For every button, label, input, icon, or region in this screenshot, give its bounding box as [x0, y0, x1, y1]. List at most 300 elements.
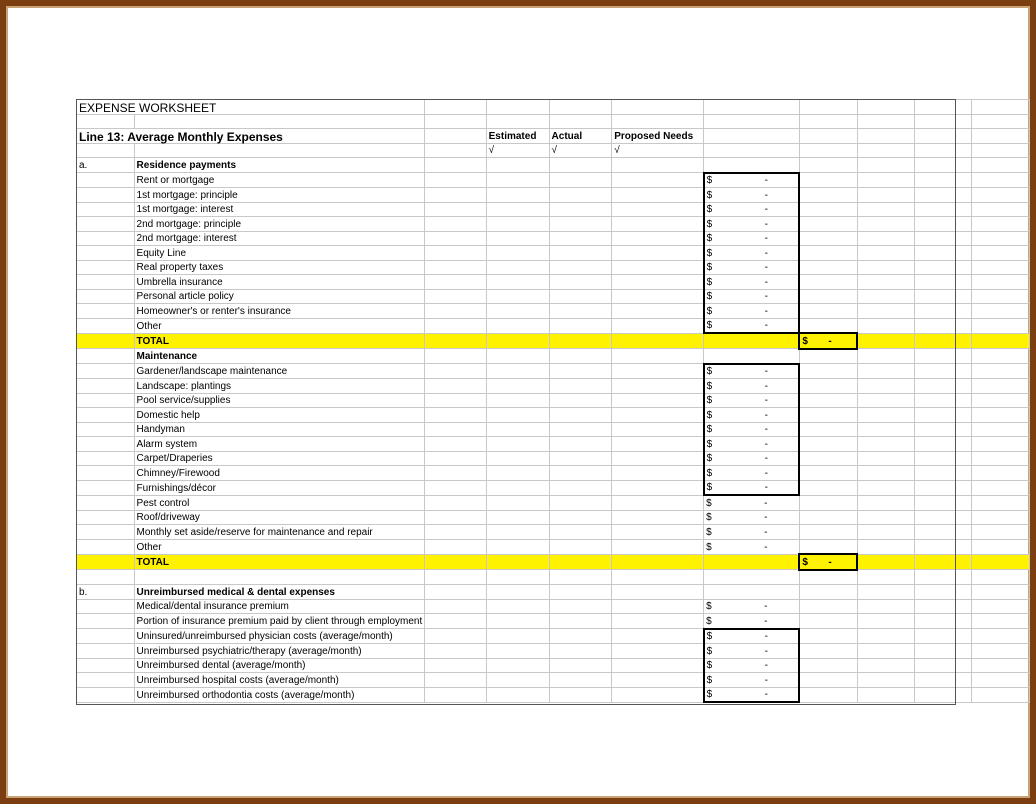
blank-row — [77, 114, 1030, 129]
expense-label-text: Rent or mortgage — [136, 175, 215, 186]
amount-value: - — [764, 366, 768, 377]
amount-cell[interactable] — [704, 318, 800, 333]
estimated-cell[interactable] — [425, 437, 486, 452]
expense-label-text: Roof/driveway — [136, 512, 200, 523]
amount-cell[interactable] — [704, 539, 800, 554]
estimated-cell[interactable] — [425, 217, 486, 232]
empty-cell — [972, 217, 1030, 232]
empty-cell — [799, 422, 857, 437]
total-row — [77, 554, 1030, 570]
empty-cell — [77, 480, 135, 495]
expense-label — [134, 379, 425, 394]
actual-cell[interactable] — [486, 379, 549, 394]
amount-cell[interactable] — [704, 173, 800, 188]
empty-cell — [799, 364, 857, 379]
proposed-cell[interactable] — [549, 408, 612, 423]
empty-cell — [915, 114, 972, 129]
empty-cell — [857, 466, 914, 481]
empty-cell — [915, 408, 972, 423]
proposed-cell[interactable] — [549, 525, 612, 540]
amount-cell[interactable] — [704, 260, 800, 275]
empty-cell — [134, 114, 425, 129]
proposed-cell[interactable] — [549, 246, 612, 261]
amount-cell[interactable] — [704, 614, 800, 629]
empty-cell — [704, 349, 800, 364]
actual-cell[interactable] — [486, 539, 549, 554]
table-row — [77, 379, 1030, 394]
actual-cell[interactable] — [486, 173, 549, 188]
amount-value: - — [764, 438, 768, 450]
amount-cell[interactable] — [704, 437, 800, 452]
expense-label — [134, 614, 425, 629]
actual-cell[interactable] — [486, 644, 549, 659]
empty-cell — [612, 599, 704, 614]
empty-cell — [799, 393, 857, 408]
empty-cell — [704, 570, 800, 585]
amount-value: - — [764, 409, 768, 421]
proposed-cell[interactable] — [549, 614, 612, 629]
table-row — [77, 539, 1030, 554]
expense-label-text: Homeowner's or renter's insurance — [136, 305, 291, 317]
expense-label-text: 2nd mortgage: principle — [136, 218, 242, 230]
amount-cell[interactable] — [704, 364, 800, 379]
proposed-cell[interactable] — [549, 644, 612, 659]
proposed-cell[interactable] — [549, 437, 612, 452]
expense-label-text: Gardener/landscape maintenance — [136, 366, 288, 377]
proposed-cell[interactable] — [549, 318, 612, 333]
total-label — [134, 333, 425, 349]
empty-cell — [857, 673, 914, 688]
actual-cell[interactable] — [486, 393, 549, 408]
empty-cell — [77, 289, 135, 304]
empty-cell — [915, 364, 972, 379]
proposed-cell[interactable] — [549, 188, 612, 203]
estimated-cell[interactable] — [425, 480, 486, 495]
table-row — [77, 275, 1030, 290]
empty-cell — [915, 379, 972, 394]
empty-cell — [799, 217, 857, 232]
expense-label — [134, 408, 425, 423]
empty-cell — [915, 599, 972, 614]
expense-label — [134, 495, 425, 510]
empty-cell — [77, 525, 135, 540]
estimated-cell[interactable] — [425, 364, 486, 379]
proposed-cell[interactable] — [549, 466, 612, 481]
proposed-cell[interactable] — [549, 289, 612, 304]
proposed-cell[interactable] — [549, 202, 612, 217]
empty-cell — [915, 585, 972, 600]
proposed-cell[interactable] — [549, 480, 612, 495]
empty-cell — [799, 379, 857, 394]
estimated-cell[interactable] — [425, 408, 486, 423]
empty-cell — [972, 644, 1030, 659]
currency-symbol: $ — [706, 615, 712, 627]
estimated-cell[interactable] — [425, 246, 486, 261]
empty-cell — [915, 451, 972, 466]
empty-cell — [857, 585, 914, 600]
actual-cell[interactable] — [486, 422, 549, 437]
estimated-cell[interactable] — [425, 173, 486, 188]
currency-symbol: $ — [706, 601, 712, 612]
expense-label-text: Landscape: plantings — [136, 380, 232, 392]
empty-cell — [915, 158, 972, 173]
table-row — [77, 408, 1030, 423]
amount-cell[interactable] — [704, 217, 800, 232]
cell-text: √ — [488, 145, 495, 156]
amount-cell[interactable] — [704, 246, 800, 261]
actual-cell[interactable] — [486, 275, 549, 290]
currency-symbol: $ — [706, 233, 713, 244]
amount-value: - — [764, 645, 768, 657]
header-row — [77, 129, 1030, 144]
proposed-cell[interactable] — [549, 510, 612, 525]
currency-symbol: $ — [706, 674, 713, 686]
estimated-cell[interactable] — [425, 525, 486, 540]
amount-cell[interactable] — [704, 188, 800, 203]
currency-symbol: $ — [706, 320, 713, 331]
proposed-cell[interactable] — [549, 260, 612, 275]
amount-cell[interactable] — [704, 422, 800, 437]
expense-label-text: Personal article policy — [136, 291, 234, 302]
actual-cell[interactable] — [486, 673, 549, 688]
proposed-cell[interactable] — [549, 687, 612, 702]
empty-cell — [915, 644, 972, 659]
amount-cell[interactable] — [704, 525, 800, 540]
actual-cell[interactable] — [486, 260, 549, 275]
empty-cell — [972, 114, 1030, 129]
empty-cell — [857, 188, 914, 203]
empty-cell — [972, 614, 1030, 629]
proposed-cell[interactable] — [549, 495, 612, 510]
estimated-cell[interactable] — [425, 422, 486, 437]
empty-cell — [486, 570, 549, 585]
empty-cell — [972, 260, 1030, 275]
empty-cell — [77, 570, 135, 585]
amount-cell[interactable] — [704, 644, 800, 659]
amount-cell[interactable] — [704, 687, 800, 702]
actual-cell[interactable] — [486, 495, 549, 510]
actual-cell[interactable] — [486, 202, 549, 217]
estimated-cell[interactable] — [425, 673, 486, 688]
amount-value: - — [764, 218, 768, 230]
amount-cell[interactable] — [704, 202, 800, 217]
cell-text: √ — [614, 145, 620, 156]
empty-cell — [799, 629, 857, 644]
empty-cell — [857, 100, 914, 115]
actual-cell[interactable] — [486, 451, 549, 466]
empty-cell — [704, 129, 800, 144]
proposed-cell[interactable] — [549, 173, 612, 188]
empty-cell — [972, 143, 1030, 158]
cell-text: Residence payments — [136, 160, 237, 171]
estimated-cell[interactable] — [425, 202, 486, 217]
expense-label — [134, 318, 425, 333]
empty-cell — [612, 393, 704, 408]
table-row — [77, 318, 1030, 333]
expense-label — [134, 275, 425, 290]
actual-cell[interactable] — [486, 510, 549, 525]
empty-cell — [972, 379, 1030, 394]
empty-cell — [857, 143, 914, 158]
proposed-cell[interactable] — [549, 275, 612, 290]
empty-cell — [549, 554, 612, 570]
actual-cell[interactable] — [486, 658, 549, 673]
actual-cell[interactable] — [486, 525, 549, 540]
actual-cell[interactable] — [486, 466, 549, 481]
empty-cell — [612, 451, 704, 466]
expense-label — [134, 599, 425, 614]
amount-cell[interactable] — [704, 599, 800, 614]
amount-cell[interactable] — [704, 408, 800, 423]
empty-cell — [972, 466, 1030, 481]
amount-cell[interactable] — [704, 466, 800, 481]
cell-text: Proposed Needs — [614, 130, 694, 142]
empty-cell — [972, 408, 1030, 423]
estimated-cell[interactable] — [425, 260, 486, 275]
actual-cell[interactable] — [486, 246, 549, 261]
estimated-cell[interactable] — [425, 510, 486, 525]
total-label-text: TOTAL — [136, 336, 169, 347]
currency-symbol: $ — [706, 247, 713, 259]
title-row — [77, 100, 1030, 115]
actual-cell[interactable] — [486, 318, 549, 333]
empty-cell — [612, 364, 704, 379]
table-row — [77, 364, 1030, 379]
empty-cell — [549, 349, 612, 364]
empty-cell — [915, 570, 972, 585]
proposed-cell[interactable] — [549, 629, 612, 644]
estimated-cell[interactable] — [425, 495, 486, 510]
estimated-cell[interactable] — [425, 318, 486, 333]
empty-cell — [549, 100, 612, 115]
currency-symbol: $ — [802, 556, 808, 568]
currency-symbol: $ — [706, 366, 713, 377]
amount-cell[interactable] — [704, 231, 800, 246]
estimated-cell[interactable] — [425, 466, 486, 481]
amount-cell[interactable] — [704, 393, 800, 408]
amount-value: - — [764, 305, 768, 317]
empty-cell — [612, 202, 704, 217]
empty-cell — [77, 658, 135, 673]
total-amount-cell[interactable] — [799, 333, 857, 349]
estimated-cell[interactable] — [425, 687, 486, 702]
expense-label-text: Equity Line — [136, 247, 187, 259]
empty-cell — [857, 173, 914, 188]
expense-label — [134, 437, 425, 452]
empty-cell — [486, 585, 549, 600]
empty-cell — [799, 437, 857, 452]
proposed-cell[interactable] — [549, 231, 612, 246]
empty-cell — [77, 275, 135, 290]
estimated-cell[interactable] — [425, 644, 486, 659]
actual-cell[interactable] — [486, 188, 549, 203]
empty-cell — [704, 554, 800, 570]
proposed-cell[interactable] — [549, 658, 612, 673]
amount-cell[interactable] — [704, 275, 800, 290]
estimated-cell[interactable] — [425, 599, 486, 614]
empty-cell — [972, 289, 1030, 304]
empty-cell — [857, 393, 914, 408]
empty-cell — [425, 158, 486, 173]
cell-text: Unreimbursed medical & dental expenses — [136, 586, 335, 598]
actual-cell[interactable] — [486, 289, 549, 304]
currency-symbol: $ — [706, 395, 713, 406]
amount-cell[interactable] — [704, 510, 800, 525]
empty-cell — [799, 525, 857, 540]
empty-cell — [857, 422, 914, 437]
amount-cell[interactable] — [704, 451, 800, 466]
expense-label — [134, 231, 425, 246]
currency-symbol: $ — [706, 291, 713, 302]
empty-cell — [486, 100, 549, 115]
empty-cell — [915, 510, 972, 525]
table-row — [77, 231, 1030, 246]
amount-value: - — [764, 424, 768, 435]
empty-cell — [799, 480, 857, 495]
empty-cell — [77, 349, 135, 364]
empty-cell — [425, 349, 486, 364]
actual-cell[interactable] — [486, 599, 549, 614]
expense-label — [134, 289, 425, 304]
estimated-cell[interactable] — [425, 188, 486, 203]
proposed-cell[interactable] — [549, 217, 612, 232]
empty-cell — [612, 585, 704, 600]
empty-cell — [77, 379, 135, 394]
amount-value: - — [764, 467, 768, 479]
expense-label — [134, 687, 425, 702]
expense-label — [134, 466, 425, 481]
estimated-cell[interactable] — [425, 539, 486, 554]
actual-cell[interactable] — [486, 629, 549, 644]
proposed-cell[interactable] — [549, 379, 612, 394]
amount-value: - — [764, 189, 768, 201]
expense-label-text: 1st mortgage: principle — [136, 189, 238, 201]
empty-cell — [799, 658, 857, 673]
empty-cell — [612, 100, 704, 115]
proposed-cell[interactable] — [549, 393, 612, 408]
empty-cell — [972, 629, 1030, 644]
proposed-cell[interactable] — [549, 304, 612, 319]
actual-cell[interactable] — [486, 364, 549, 379]
amount-cell[interactable] — [704, 629, 800, 644]
empty-cell — [915, 173, 972, 188]
proposed-cell[interactable] — [549, 451, 612, 466]
estimated-cell[interactable] — [425, 289, 486, 304]
amount-cell[interactable] — [704, 495, 800, 510]
empty-cell — [612, 614, 704, 629]
proposed-cell[interactable] — [549, 539, 612, 554]
table-row — [77, 451, 1030, 466]
currency-symbol: $ — [706, 467, 713, 479]
amount-value: - — [764, 320, 768, 331]
estimated-cell[interactable] — [425, 275, 486, 290]
estimated-cell[interactable] — [425, 231, 486, 246]
empty-cell — [77, 260, 135, 275]
proposed-cell[interactable] — [549, 599, 612, 614]
empty-cell — [612, 275, 704, 290]
empty-cell — [612, 114, 704, 129]
proposed-cell[interactable] — [549, 422, 612, 437]
expense-label-text: 1st mortgage: interest — [136, 204, 234, 215]
expense-label — [134, 451, 425, 466]
amount-cell[interactable] — [704, 289, 800, 304]
empty-cell — [704, 333, 800, 349]
actual-cell[interactable] — [486, 437, 549, 452]
empty-cell — [799, 510, 857, 525]
table-row — [77, 422, 1030, 437]
currency-symbol: $ — [706, 660, 713, 671]
proposed-cell[interactable] — [549, 364, 612, 379]
empty-cell — [915, 129, 972, 144]
empty-cell — [857, 129, 914, 144]
amount-cell[interactable] — [704, 658, 800, 673]
empty-cell — [612, 289, 704, 304]
total-amount-cell[interactable] — [799, 554, 857, 570]
empty-cell — [857, 687, 914, 702]
empty-cell — [77, 217, 135, 232]
actual-cell[interactable] — [486, 687, 549, 702]
empty-cell — [612, 246, 704, 261]
amount-value: - — [764, 497, 768, 509]
empty-cell — [972, 202, 1030, 217]
table-row — [77, 304, 1030, 319]
amount-cell[interactable] — [704, 480, 800, 495]
estimated-cell[interactable] — [425, 614, 486, 629]
estimated-cell[interactable] — [425, 379, 486, 394]
actual-cell[interactable] — [486, 614, 549, 629]
empty-cell — [915, 539, 972, 554]
empty-cell — [425, 114, 486, 129]
cell-text: b. — [79, 586, 88, 598]
empty-cell — [799, 687, 857, 702]
actual-cell[interactable] — [486, 231, 549, 246]
empty-cell — [425, 585, 486, 600]
table-row — [77, 629, 1030, 644]
actual-cell[interactable] — [486, 408, 549, 423]
actual-cell[interactable] — [486, 217, 549, 232]
expense-label-text: Pool service/supplies — [136, 395, 231, 406]
empty-cell — [612, 495, 704, 510]
amount-cell[interactable] — [704, 304, 800, 319]
empty-cell — [704, 114, 800, 129]
estimated-cell[interactable] — [425, 658, 486, 673]
proposed-cell[interactable] — [549, 673, 612, 688]
estimated-cell[interactable] — [425, 393, 486, 408]
amount-cell[interactable] — [704, 673, 800, 688]
empty-cell — [972, 585, 1030, 600]
estimated-cell[interactable] — [425, 629, 486, 644]
expense-label — [134, 422, 425, 437]
actual-cell[interactable] — [486, 480, 549, 495]
actual-cell[interactable] — [486, 304, 549, 319]
empty-cell — [612, 658, 704, 673]
amount-value: - — [764, 262, 768, 273]
empty-cell — [915, 687, 972, 702]
table-row — [77, 289, 1030, 304]
empty-cell — [915, 480, 972, 495]
amount-cell[interactable] — [704, 379, 800, 394]
expense-label — [134, 246, 425, 261]
empty-cell — [915, 289, 972, 304]
estimated-cell[interactable] — [425, 451, 486, 466]
currency-symbol: $ — [706, 631, 713, 642]
empty-cell — [915, 658, 972, 673]
empty-cell — [425, 143, 486, 158]
estimated-cell[interactable] — [425, 304, 486, 319]
empty-cell — [972, 687, 1030, 702]
expense-label-text: Other — [136, 541, 162, 553]
empty-cell — [915, 495, 972, 510]
